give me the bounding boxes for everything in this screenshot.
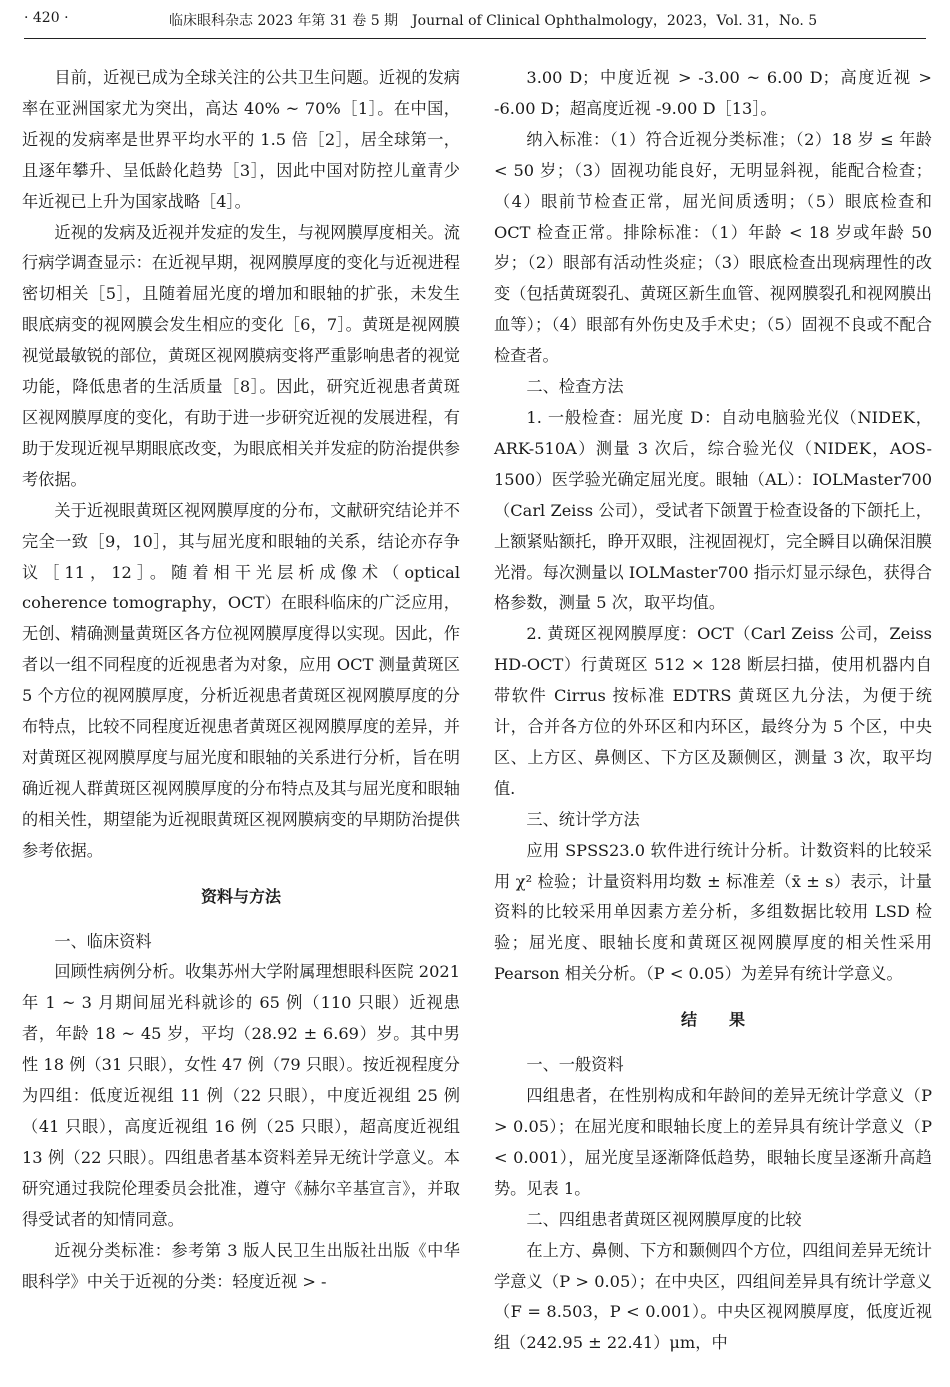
classification-continued: 3.00 D；中度近视 > -3.00 ~ 6.00 D；高度近视 > -6.00 D；超高度近视 -9.00 D［13］。 <box>494 68 932 118</box>
subsection-heading-general: 一、一般资料 <box>526 1055 624 1075</box>
running-header <box>24 6 926 39</box>
general-results-paragraph: 四组患者，在性别构成和年龄间的差异无统计学意义（P > 0.05）；在屈光度和眼轴长度上的差异具有统计学意义（P < 0.001），屈光度呈逐渐降低趋势，眼轴长度呈逐渐升高趋势。见表 1。 <box>494 1086 932 1198</box>
oct-exam-paragraph: 2. 黄斑区视网膜厚度：OCT（Carl Zeiss 公司，Zeiss HD-OCT）行黄斑区 512 × 128 断层扫描，使用机器内自带软件 Cirrus 按标准 EDTRS 黄斑区九分法，为便于统计，合并各方位的外环区和内环区，最终分为 5 个区，中央区、上方区、鼻侧区、下方区及颞侧区，测量 3 次，取平均值. <box>494 624 932 798</box>
classification-paragraph: 近视分类标准：参考第 3 版人民卫生出版社出版《中华眼科学》中关于近视的分类：轻度近视 > - <box>22 1240 460 1291</box>
stats-paragraph: 应用 SPSS23.0 软件进行统计分析。计数资料的比较采用 χ² 检验；计量资料用均数 ± 标准差（x̄ ± s）表示，计量资料的比较采用单因素方差分析，多组数据比较用 LSD 检验；屈光度、眼轴长度和黄斑区视网膜厚度的相关性采用 Pearson 相关分析。（P < 0.05）为差异有统计学意义。 <box>494 840 932 984</box>
criteria-paragraph: 纳入标准：（1）符合近视分类标准；（2）18 岁 ≤ 年龄 < 50 岁；（3）固视功能良好，无明显斜视，能配合检查；（4）眼前节检查正常，屈光间质透明；（5）眼底检查和 OCT 检查正常。排除标准：（1）年龄 < 18 岁或年龄 50 岁；（2）眼部有活动性炎症；（3）眼底检查出现病理性的改变（包括黄斑裂孔、黄斑区新生血管、视网膜裂孔和视网膜出血等）；（4）眼部有外伤史及手术史；（5）固视不良或不配合检查者。 <box>494 129 932 366</box>
subsection-heading-exam: 二、检查方法 <box>526 377 624 397</box>
general-exam-paragraph: 1. 一般检查：屈光度 D：自动电脑验光仪（NIDEK，ARK-510A）测量 3 次后，综合验光仪（NIDEK，AOS-1500）医学验光确定屈光度。眼轴（AL）：IOLMaster700（Carl Zeiss 公司），受试者下颌置于检查设备的下颌托上，上额紧贴额托，睁开双眼，注视固视灯，完全瞬目以确保泪膜光滑。每次测量以 IOLMaster700 指示灯显示绿色，获得合格参数，测量 5 次，取平均值。 <box>494 407 932 613</box>
compare-paragraph: 在上方、鼻侧、下方和颞侧四个方位，四组间差异无统计学意义（P > 0.05）；在中央区，四组间差异具有统计学意义（F = 8.503，P < 0.001）。中央区视网膜厚度，低度近视组（242.95 ± 22.41）μm，中 <box>494 1240 932 1353</box>
journal-title: 临床眼科杂志 2023 年第 31 卷 5 期 Journal of Clinical Ophthalmology，2023，Vol. 31，No. 5 <box>169 13 818 29</box>
clinical-data-paragraph: 回顾性病例分析。收集苏州大学附属理想眼科医院 2021 年 1 ~ 3 月期间屈光科就诊的 65 例（110 只眼）近视患者，年龄 18 ~ 45 岁，平均（28.92 ± 6.69）岁。其中男性 18 例（31 只眼），女性 47 例（79 只眼）。按近视程度分为四组：低度近视组 11 例（22 只眼），中度近视组 25 例（41 只眼），高度近视组 16 例（25 只眼），超高度近视组 13 例（22 只眼）。四组患者基本资料差异无统计学意义。本研究通过我院伦理委员会批准，遵守《赫尔辛基宣言》，并取得受试者的知情同意。 <box>22 962 460 1229</box>
subsection-heading-compare: 二、四组患者黄斑区视网膜厚度的比较 <box>526 1209 802 1229</box>
section-heading-results: 结 果 <box>680 1010 745 1030</box>
intro-paragraph-2: 近视的发病及近视并发症的发生，与视网膜厚度相关。流行病学调查显示：在近视早期，视网膜厚度的变化与近视进程密切相关［5］，且随着屈光度的增加和眼轴的扩张，未发生眼底病变的视网膜会发生相应的变化［6，7］。黄斑是视网膜视觉最敏锐的部位，黄斑区视网膜病变将严重影响患者的视觉功能，降低患者的生活质量［8］。因此，研究近视患者黄斑区视网膜厚度的变化，有助于进一步研究近视的发展进程，有助于发现近视早期眼底改变，为眼底相关并发症的防治提供参考依据。 <box>22 222 460 489</box>
intro-paragraph-3: 关于近视眼黄斑区视网膜厚度的分布，文献研究结论并不完全一致［9，10］，其与屈光度和眼轴的关系，结论亦存争议［11，12］。随着相干光层析成像术（optical coherence tomography，OCT）在眼科临床的广泛应用，无创、精确测量黄斑区各方位视网膜厚度得以实现。因此，作者以一组不同程度的近视患者为对象，应用 OCT 测量黄斑区 5 个方位的视网膜厚度，分析近视患者黄斑区视网膜厚度的分布特点，比较不同程度近视患者黄斑区视网膜厚度的差异，并对黄斑区视网膜厚度与屈光度和眼轴的关系进行分析，旨在明确近视人群黄斑区视网膜厚度的分布特点及其与屈光度和眼轴的相关性，期望能为近视眼黄斑区视网膜病变的早期防治提供参考依据。 <box>22 500 460 860</box>
right-column <box>494 63 932 1359</box>
subsection-heading-stats: 三、统计学方法 <box>526 809 640 829</box>
page-number: · 420 · <box>24 10 69 26</box>
left-column <box>22 63 460 1297</box>
subsection-heading-clinical: 一、临床资料 <box>54 931 152 951</box>
intro-paragraph-1: 目前，近视已成为全球关注的公共卫生问题。近视的发病率在亚洲国家尤为突出，高达 40% ~ 70%［1］。在中国，近视的发病率是世界平均水平的 1.5 倍［2］，居全球第一，且逐年攀升、呈低龄化趋势［3］，因此中国对防控儿童青少年近视已上升为国家战略［4］。 <box>22 68 460 211</box>
section-heading-methods: 资料与方法 <box>200 886 281 906</box>
